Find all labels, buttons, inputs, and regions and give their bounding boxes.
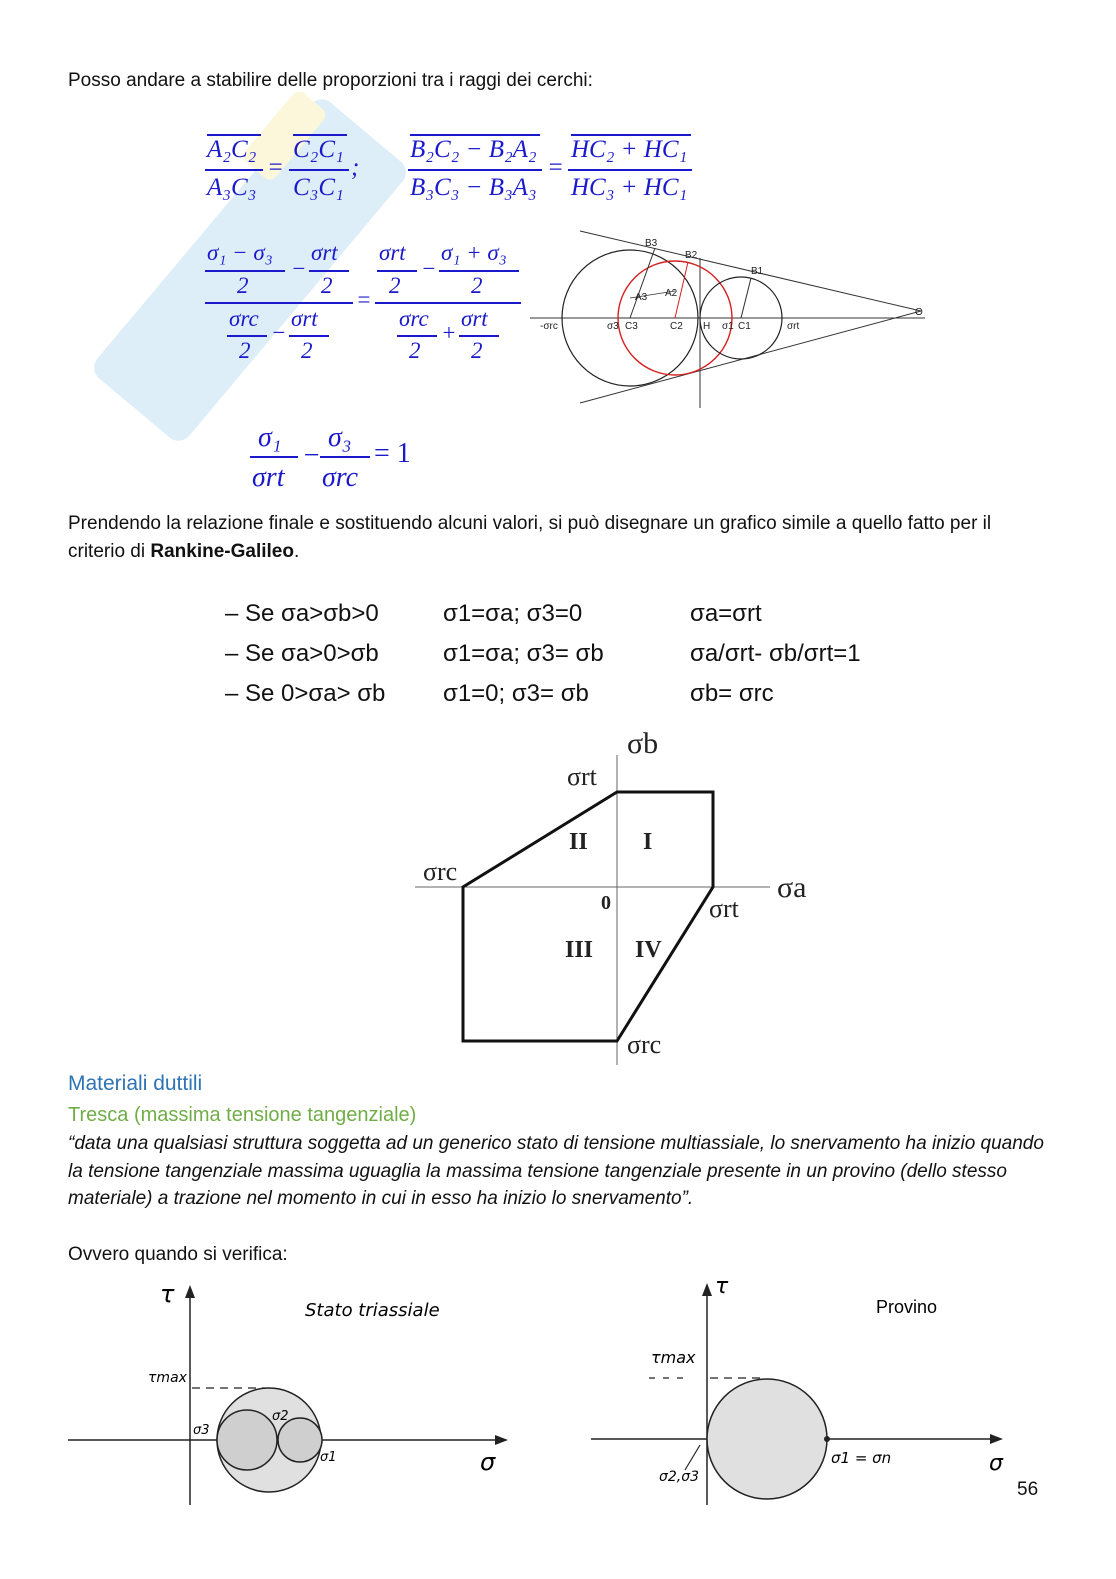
srt-right-label: σrt	[709, 894, 739, 923]
svg-text:C1: C1	[738, 321, 751, 332]
sketch-stato-triassiale	[60, 1280, 530, 1510]
src-bottom-label: σrc	[627, 1030, 662, 1059]
eq1-d4: HC₃ + HC₁	[571, 174, 688, 201]
provino-title: Provino	[876, 1297, 938, 1317]
heading-tresca: Tresca (massima tensione tangenziale)	[68, 1104, 417, 1126]
rankine-galileo-bold: Rankine-Galileo	[150, 541, 294, 562]
sigma-axis-left: σ	[480, 1448, 496, 1476]
svg-text:C3: C3	[625, 321, 638, 332]
sketch-provino	[585, 1275, 1035, 1510]
eq1-n4: HC₂ + HC₁	[571, 136, 688, 163]
stress-equation: σ₁ − σ₃ 2 − σrt 2 σrt 2 − σ₁ + σ₃ 2 = σrc 2 − σrt 2 σrc 2 + σrt 2	[205, 240, 525, 370]
sigma23-right: σ2,σ3	[659, 1469, 700, 1485]
svg-text:σ3: σ3	[607, 321, 619, 332]
eq1-d3: B₃C₃ − B₃A₃	[410, 174, 537, 201]
quadrant-II: II	[569, 829, 588, 855]
src-left-label: σrc	[423, 857, 458, 886]
ratio-equation: A₂C₂ A₃C₃ = C₂C₁ C₃C₁ ; B₂C₂ − B₂A₂ B₃C₃ − B₃A₃ = HC₂ + HC₁ HC₃ + HC₁	[205, 128, 705, 218]
axis-b-label: σb	[627, 727, 659, 760]
cases-list: – Se σa>σb>0 σ1=σa; σ3=0 σa=σrt – Se σa>0>σb σ1=σa; σ3= σb σa/σrt- σb/σrt=1 – Se 0>σa> σb σ1=0; σ3= σb σb= σrc	[225, 600, 861, 707]
page-number: 56	[1017, 1479, 1039, 1500]
failure-domain-chart	[415, 725, 825, 1070]
eq2-a-num: σ₁ − σ₃	[207, 240, 273, 265]
eq1-n2: C₂C₁	[293, 136, 344, 163]
heading-materiali-duttili: Materiali duttili	[68, 1072, 203, 1095]
mohr-circles-diagram	[525, 228, 935, 413]
eq1-n1: A₂C₂	[207, 136, 257, 163]
ovvero-text: Ovvero quando si verifica:	[68, 1244, 288, 1265]
intro-text: Posso andare a stabilire delle proporzioni tra i raggi dei cerchi:	[68, 70, 593, 91]
svg-text:A3: A3	[635, 292, 648, 303]
svg-text:σ1: σ1	[722, 321, 734, 332]
sigma1-right: σ1 = σn	[831, 1449, 892, 1467]
sigma2-left: σ2	[272, 1409, 289, 1424]
svg-text:B3: B3	[645, 238, 658, 249]
tau-label-right: τ	[715, 1275, 729, 1299]
eq1-n3: B₂C₂ − B₂A₂	[410, 136, 537, 163]
svg-text:σrt: σrt	[787, 321, 800, 332]
quadrant-IV: IV	[635, 937, 662, 963]
axis-a-label: σa	[777, 871, 807, 904]
srt-top-label: σrt	[567, 762, 597, 791]
stato-triassiale-title: Stato triassiale	[305, 1300, 440, 1321]
quadrant-III: III	[565, 937, 594, 963]
tresca-quote: “data una qualsiasi struttura soggetta ad un generico stato di tensione multiassiale, lo snervamento ha inizio quando la tensione tangenziale massima uguaglia la massima tensione tangenziale presente in un provino (dello stesso materiale) a trazione nel momento in cui in esso ha inizio lo snervamento”.	[68, 1133, 1044, 1209]
eq1-d2: C₃C₁	[293, 174, 344, 201]
quadrant-I: I	[643, 829, 653, 855]
tau-max-left: τmax	[148, 1370, 187, 1386]
svg-text:C2: C2	[670, 321, 683, 332]
tau-max-right: τmax	[651, 1348, 696, 1367]
sigma-axis-right: σ	[989, 1451, 1003, 1476]
svg-text:O: O	[915, 307, 923, 318]
eq1-d1: A₃C₃	[207, 174, 257, 201]
sigma3-left: σ3	[193, 1423, 210, 1438]
sigma1-left: σ1	[320, 1450, 337, 1465]
tau-label-left: τ	[160, 1280, 175, 1308]
svg-text:A2: A2	[665, 288, 678, 299]
svg-text:B2: B2	[685, 250, 698, 261]
svg-text:-σrc: -σrc	[540, 321, 558, 332]
paragraph-rankine: Prendendo la relazione finale e sostituendo alcuni valori, si può disegnare un grafico simile a quello fatto per il criterio di Rankine-Galileo.	[68, 513, 992, 562]
final-criterion-equation: σ₁ σrt − σ₃ σrc = 1	[252, 422, 411, 493]
svg-text:H: H	[703, 321, 711, 332]
origin-label: 0	[601, 892, 611, 914]
svg-text:B1: B1	[751, 266, 764, 277]
domain-boundary	[463, 792, 713, 1041]
